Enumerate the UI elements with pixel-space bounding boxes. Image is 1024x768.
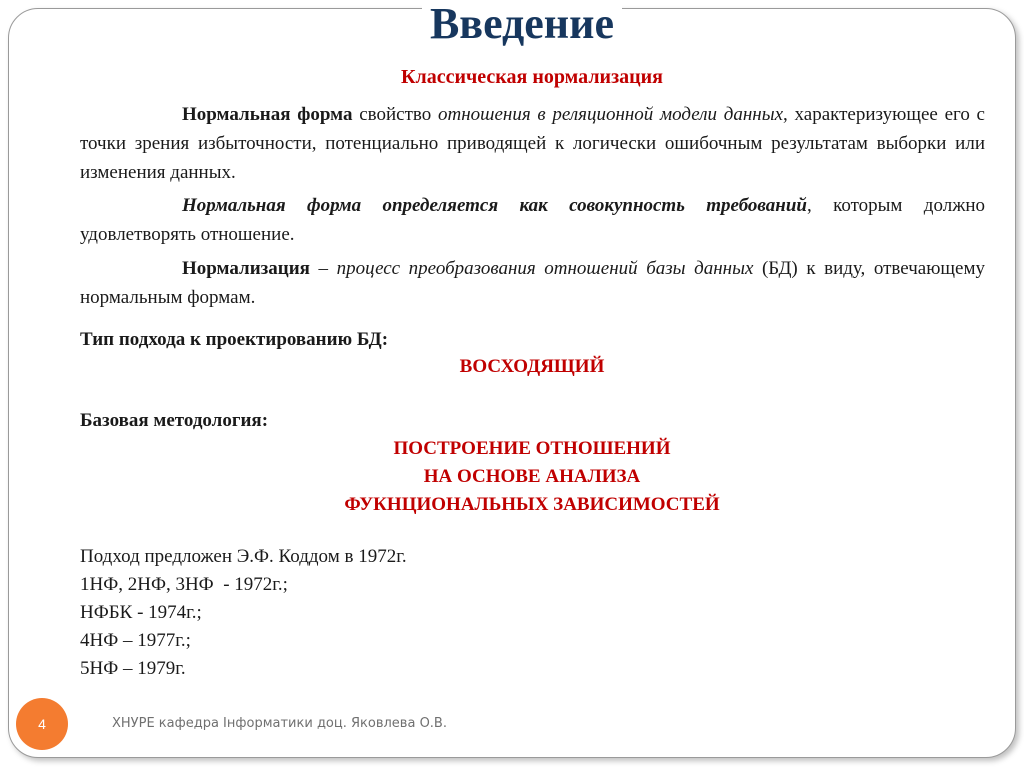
italic-text: отношения в реляционной модели данных [437, 104, 784, 125]
footer-text: ХНУРЕ кафедра Інформатики доц. Яковлева О.В. [112, 716, 447, 731]
method-line: НА ОСНОВЕ АНАЛИЗА [423, 466, 641, 487]
history-item: 1НФ, 2НФ, 3НФ - 1972г.; [80, 574, 288, 595]
history-item: 4НФ – 1977г.; [80, 630, 191, 651]
paragraph-normalization [80, 254, 985, 312]
paragraph-normal-form [80, 100, 985, 187]
term-normal-form: Нормальная форма [182, 104, 353, 125]
slide-title: Введение [0, 0, 1024, 49]
text: (БД) к виду, отвечающему нормальным формам. [80, 258, 985, 308]
method-label: Базовая методология: [80, 410, 269, 431]
text: , которым должно удовлетворять отношение. [80, 195, 985, 245]
term-normalization: Нормализация [182, 258, 310, 279]
italic-text: процесс преобразования отношений базы данных [336, 258, 754, 279]
method-line: ПОСТРОЕНИЕ ОТНОШЕНИЙ [393, 438, 671, 459]
history-item: 5НФ – 1979г. [80, 658, 186, 679]
history-item: Подход предложен Э.Ф. Коддом в 1972г. [80, 546, 407, 567]
history-list [80, 543, 407, 683]
approach-label: Тип подхода к проектированию БД: [80, 329, 389, 350]
text: свойство [352, 104, 438, 125]
slide-subtitle: Классическая нормализация [401, 66, 663, 88]
history-item: НФБК - 1974г.; [80, 602, 202, 623]
page-number-badge: 4 [16, 698, 68, 750]
bold-italic-text: Нормальная форма определяется как совокупность требований [182, 195, 807, 216]
paragraph-requirements [80, 191, 985, 249]
approach-value: ВОСХОДЯЩИЙ [459, 356, 605, 377]
text: – [309, 258, 337, 279]
method-line: ФУКНЦИОНАЛЬНЫХ ЗАВИСИМОСТЕЙ [344, 494, 720, 515]
text: , характеризующее его с точки зрения избыточности, потенциально приводящей к логически ошибочным результатам выборки или изменения данных. [80, 104, 985, 183]
